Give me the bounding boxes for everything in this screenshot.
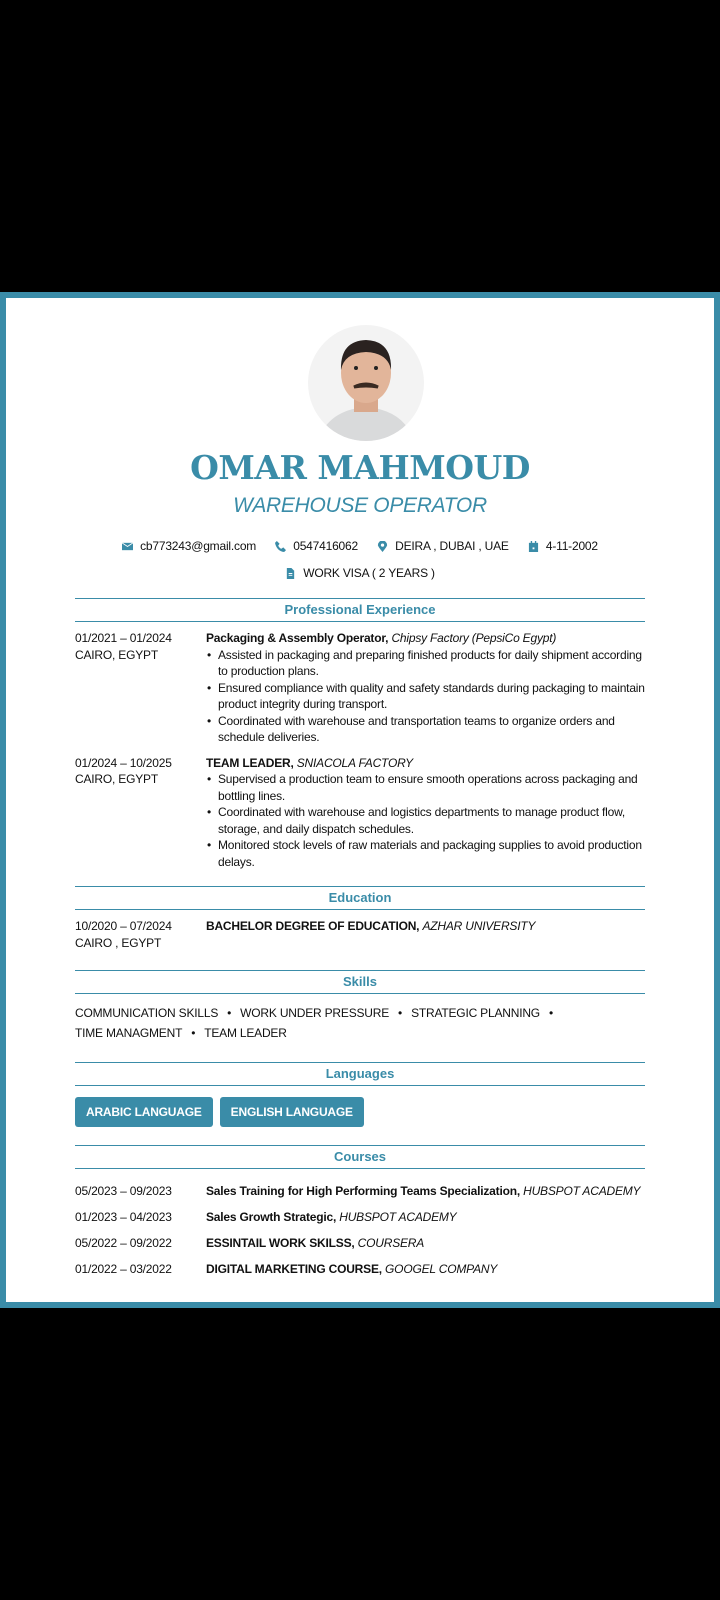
- bullet: • Assisted in packaging and preparing finished products for daily shipment according to production plans.: [206, 647, 645, 680]
- entry-location: CAIRO , EGYPT: [75, 935, 162, 950]
- course-row: [75, 1204, 645, 1230]
- education-section: [75, 886, 645, 951]
- course-name: DIGITAL MARKETING COURSE,: [206, 1262, 382, 1276]
- location-text: DEIRA , DUBAI , UAE: [395, 539, 509, 553]
- courses-section: [75, 1145, 645, 1282]
- contact-location: [377, 539, 509, 553]
- visa-text: WORK VISA ( 2 YEARS ): [303, 566, 435, 580]
- skill-item: TIME MANAGMENT: [75, 1026, 183, 1040]
- language-tag: ENGLISH LANGUAGE: [220, 1097, 364, 1127]
- skill-item: TEAM LEADER: [204, 1026, 287, 1040]
- section-heading: Education: [75, 886, 645, 910]
- candidate-name: OMAR MAHMOUD: [190, 448, 530, 487]
- bullet: • Coordinated with warehouse and logistics departments to manage product flow, storage, and daily dispatch schedules.: [206, 804, 645, 837]
- section-heading: Professional Experience: [75, 598, 645, 622]
- education-entry: [75, 918, 645, 951]
- school: AZHAR UNIVERSITY: [422, 919, 536, 933]
- entry-dates: 01/2021 – 01/2024: [75, 631, 172, 645]
- degree: BACHELOR DEGREE OF EDUCATION,: [206, 919, 420, 933]
- contact-birthdate: [528, 539, 598, 553]
- bullet: • Monitored stock levels of raw materials and packaging supplies to avoid production delays.: [206, 837, 645, 870]
- experience-entry: [75, 630, 645, 746]
- course-row: [75, 1230, 645, 1256]
- map-pin-icon: [377, 541, 388, 552]
- course-org: COURSERA: [357, 1236, 425, 1250]
- job-title: WAREHOUSE OPERATOR: [233, 494, 487, 517]
- skill-item: COMMUNICATION SKILLS: [75, 1006, 219, 1020]
- contact-row: [6, 539, 714, 555]
- course-org: GOOGEL COMPANY: [385, 1262, 498, 1276]
- bullet: • Supervised a production team to ensure smooth operations across packaging and bottling lines.: [206, 771, 645, 804]
- skill-item: STRATEGIC PLANNING: [411, 1006, 540, 1020]
- experience-entry: [75, 755, 645, 871]
- calendar-icon: [528, 541, 539, 552]
- skills-list: COMMUNICATION SKILLS • WORK UNDER PRESSURE • STRATEGIC PLANNING • TIME MANAGMENT • TEAM LEADER: [75, 1006, 553, 1040]
- course-org: HUBSPOT ACADEMY: [523, 1184, 641, 1198]
- course-dates: 05/2023 – 09/2023: [75, 1184, 172, 1198]
- skill-item: WORK UNDER PRESSURE: [240, 1006, 390, 1020]
- experience-section: [75, 598, 645, 870]
- contact-phone[interactable]: [275, 539, 358, 553]
- bullet: • Coordinated with warehouse and transportation teams to organize orders and schedule deliveries.: [206, 713, 645, 746]
- document-icon: [285, 568, 296, 579]
- course-row: [75, 1178, 645, 1204]
- course-name: Sales Training for High Performing Teams Specialization,: [206, 1184, 520, 1198]
- email-text: cb773243@gmail.com: [140, 539, 257, 553]
- entry-role: Packaging & Assembly Operator,: [206, 631, 389, 645]
- skills-section: [75, 970, 645, 1043]
- birthdate-text: 4-11-2002: [545, 539, 598, 553]
- section-heading: Courses: [75, 1145, 645, 1169]
- profile-photo: [308, 325, 424, 441]
- course-name: ESSINTAIL WORK SKILSS,: [206, 1236, 355, 1250]
- course-dates: 05/2022 – 09/2022: [75, 1236, 172, 1250]
- resume-page: [0, 292, 720, 1308]
- section-heading: Languages: [75, 1062, 645, 1086]
- entry-role: TEAM LEADER,: [206, 755, 294, 770]
- bullet: • Ensured compliance with quality and safety standards during packaging to maintain product integrity during transport.: [206, 680, 645, 713]
- entry-company: SNIACOLA FACTORY: [296, 755, 413, 770]
- course-row: [75, 1256, 645, 1282]
- course-dates: 01/2023 – 04/2023: [75, 1210, 172, 1224]
- course-dates: 01/2022 – 03/2022: [75, 1262, 172, 1276]
- entry-company: Chipsy Factory (PepsiCo Egypt): [391, 631, 557, 645]
- contact-email[interactable]: [122, 539, 256, 553]
- entry-dates: 10/2020 – 07/2024: [75, 919, 172, 933]
- section-heading: Skills: [75, 970, 645, 994]
- language-tag: ARABIC LANGUAGE: [75, 1097, 213, 1127]
- visa-row: [6, 566, 714, 582]
- entry-location: CAIRO, EGYPT: [75, 772, 158, 786]
- entry-dates: 01/2024 – 10/2025: [75, 755, 172, 770]
- phone-icon: [275, 541, 286, 552]
- course-name: Sales Growth Strategic,: [206, 1210, 337, 1224]
- entry-location: CAIRO, EGYPT: [75, 647, 158, 662]
- languages-section: [75, 1062, 645, 1127]
- course-org: HUBSPOT ACADEMY: [339, 1210, 457, 1224]
- envelope-icon: [122, 541, 133, 552]
- phone-text: 0547416062: [293, 539, 358, 553]
